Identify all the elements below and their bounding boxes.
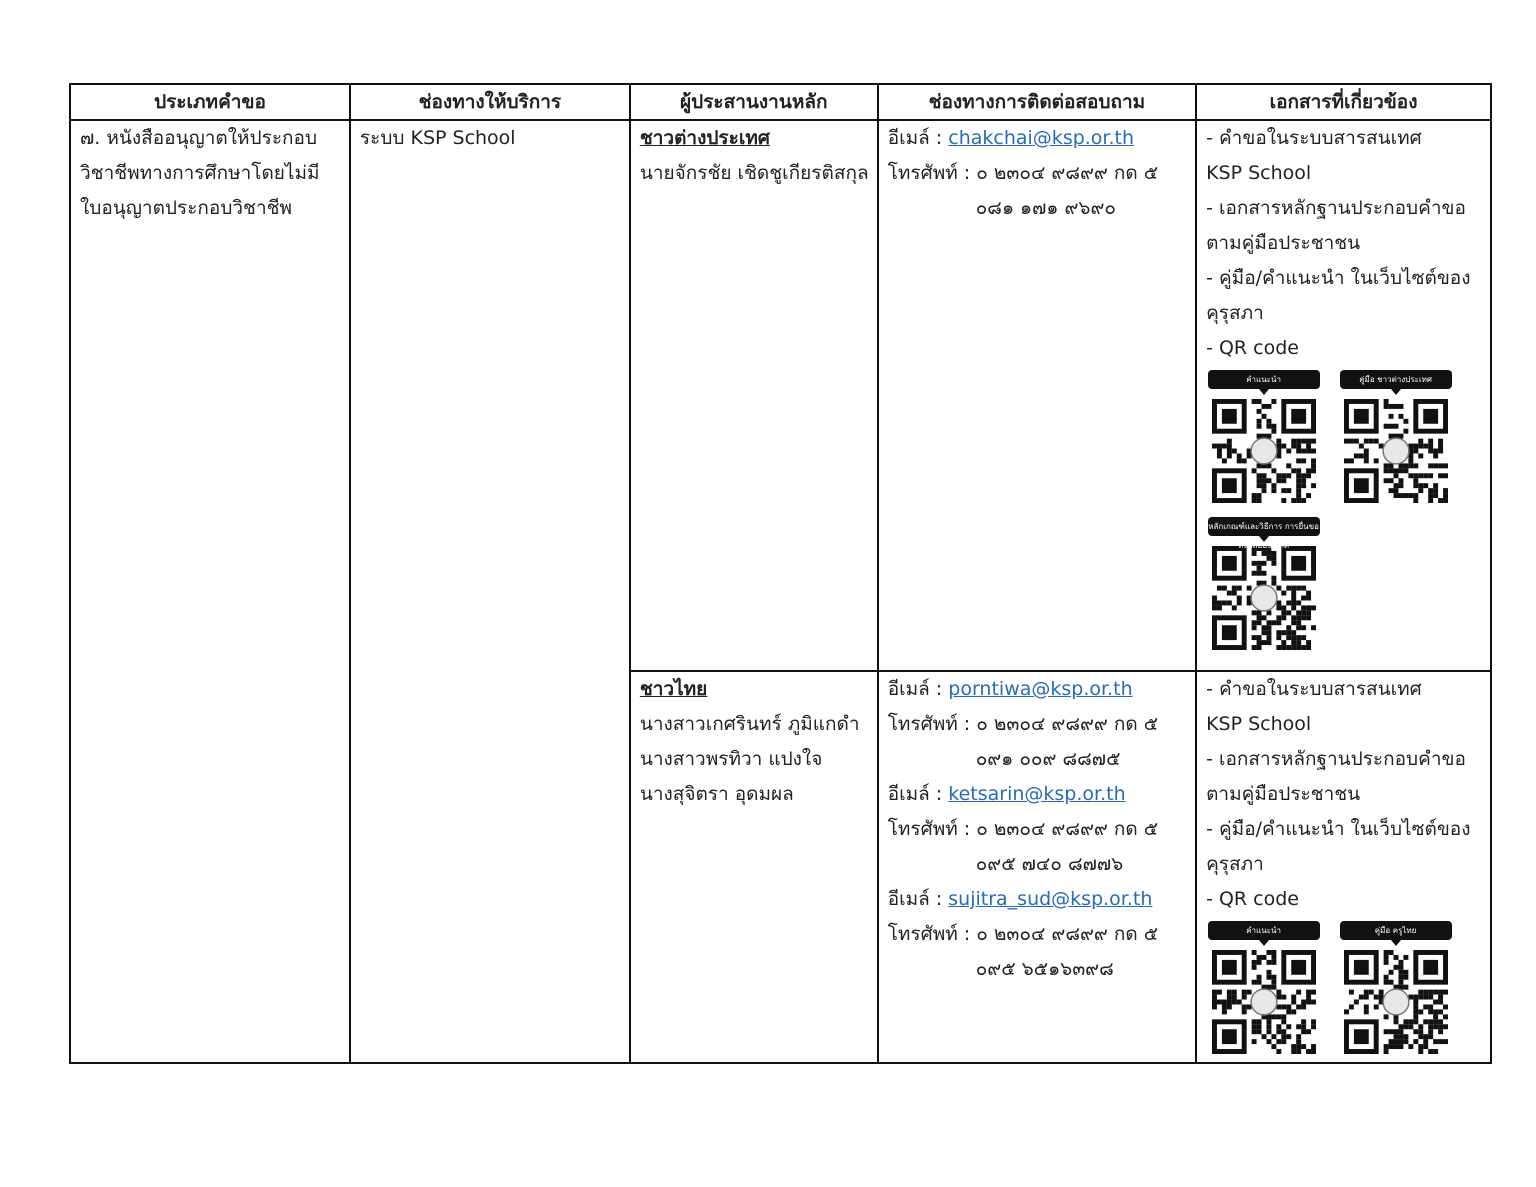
mobile-number: ๐๙๕ ๖๕๑๖๓๙๘ bbox=[975, 958, 1114, 980]
coordinator-name: นางสาวพรทิวา แปงใจ bbox=[639, 748, 823, 770]
phone-line bbox=[888, 156, 1186, 191]
email-line bbox=[888, 882, 1186, 917]
phone-label: โทรศัพท์ : bbox=[887, 818, 977, 840]
phone-number: ๐ ๒๓๐๔ ๙๘๙๙ กด ๕ bbox=[976, 162, 1159, 184]
qr-label: คำแนะนำ bbox=[1208, 921, 1320, 940]
header-row bbox=[70, 84, 1491, 120]
document-line: คุรุสภา bbox=[1206, 853, 1264, 875]
qr-code-icon bbox=[1344, 950, 1448, 1054]
phone-label: โทรศัพท์ : bbox=[887, 162, 977, 184]
email-line bbox=[888, 777, 1186, 812]
phone-number: ๐ ๒๓๐๔ ๙๘๙๙ กด ๕ bbox=[976, 713, 1159, 735]
document-line: KSP School bbox=[1206, 162, 1312, 184]
qr-code-icon bbox=[1212, 546, 1316, 650]
request-type-line: ๗. หนังสืออนุญาตให้ประกอบ bbox=[80, 127, 318, 149]
foreign-documents-cell bbox=[1196, 120, 1491, 671]
coordinator-name: นางสุจิตรา อุดมผล bbox=[639, 783, 794, 805]
email-link[interactable]: sujitra_sud@ksp.or.th bbox=[948, 888, 1153, 910]
phone-line bbox=[888, 917, 1186, 952]
group-title-foreign: ชาวต่างประเทศ bbox=[639, 127, 770, 149]
mobile-number: ๐๙๕ ๗๔๐ ๘๗๗๖ bbox=[975, 853, 1124, 875]
request-type-line: ใบอนุญาตประกอบวิชาชีพ bbox=[80, 197, 293, 219]
document-line: - QR code bbox=[1206, 888, 1299, 910]
document-line: - คู่มือ/คำแนะนำ ในเว็บไซต์ของ bbox=[1206, 267, 1471, 289]
document-line: - เอกสารหลักฐานประกอบคำขอ bbox=[1206, 748, 1466, 770]
service-channel-text: ระบบ KSP School bbox=[359, 127, 516, 149]
qr-code-manual-foreign[interactable] bbox=[1338, 370, 1453, 503]
phone-line bbox=[888, 707, 1186, 742]
email-label: อีเมล์ : bbox=[887, 127, 949, 149]
qr-group-thai bbox=[1206, 921, 1481, 1054]
email-line bbox=[888, 672, 1186, 707]
service-table bbox=[69, 83, 1492, 1064]
qr-code-icon bbox=[1344, 399, 1448, 503]
qr-label: หลักเกณฑ์และวิธีการ การยื่นขอหนังสืออนุญาต bbox=[1208, 517, 1320, 536]
qr-code-icon bbox=[1212, 950, 1316, 1054]
email-line bbox=[888, 121, 1186, 156]
qr-label: คู่มือ ครูไทย bbox=[1340, 921, 1452, 940]
qr-code-manual-thai[interactable] bbox=[1338, 921, 1453, 1054]
phone-label: โทรศัพท์ : bbox=[887, 713, 977, 735]
qr-code-criteria[interactable] bbox=[1206, 517, 1321, 650]
document-line: - คำขอในระบบสารสนเทศ bbox=[1206, 678, 1422, 700]
header-request-type: ประเภทคำขอ bbox=[70, 84, 350, 120]
coordinator-name: นางสาวเกศรินทร์ ภูมิแกดำ bbox=[639, 713, 860, 735]
table-row bbox=[70, 120, 1491, 671]
email-link[interactable]: porntiwa@ksp.or.th bbox=[948, 678, 1133, 700]
header-service-channel: ช่องทางให้บริการ bbox=[350, 84, 630, 120]
document-line: - คู่มือ/คำแนะนำ ในเว็บไซต์ของ bbox=[1206, 818, 1471, 840]
phone-label: โทรศัพท์ : bbox=[887, 923, 977, 945]
coordinator-name: นายจักรชัย เชิดชูเกียรติสกุล bbox=[639, 162, 869, 184]
qr-code-advice-thai[interactable] bbox=[1206, 921, 1321, 1054]
document-line: - คำขอในระบบสารสนเทศ bbox=[1206, 127, 1422, 149]
email-link[interactable]: chakchai@ksp.or.th bbox=[948, 127, 1135, 149]
document-line: ตามคู่มือประชาชน bbox=[1206, 783, 1361, 805]
qr-group-foreign bbox=[1206, 370, 1481, 650]
request-type-line: วิชาชีพทางการศึกษาโดยไม่มี bbox=[80, 162, 320, 184]
qr-code-icon bbox=[1212, 399, 1316, 503]
mobile-number: ๐๘๑ ๑๗๑ ๙๖๙๐ bbox=[975, 197, 1116, 219]
thai-coordinator-cell bbox=[630, 671, 878, 1063]
phone-line bbox=[888, 812, 1186, 847]
qr-code-advice[interactable] bbox=[1206, 370, 1321, 503]
thai-contact-cell bbox=[878, 671, 1196, 1063]
thai-documents-cell bbox=[1196, 671, 1491, 1063]
service-channel-cell bbox=[350, 120, 630, 1063]
group-title-thai: ชาวไทย bbox=[639, 678, 708, 700]
header-documents: เอกสารที่เกี่ยวข้อง bbox=[1196, 84, 1491, 120]
document-line: - เอกสารหลักฐานประกอบคำขอ bbox=[1206, 197, 1466, 219]
header-coordinator: ผู้ประสานงานหลัก bbox=[630, 84, 878, 120]
qr-label: คู่มือ ชาวต่างประเทศ bbox=[1340, 370, 1452, 389]
phone-number: ๐ ๒๓๐๔ ๙๘๙๙ กด ๕ bbox=[976, 923, 1159, 945]
email-label: อีเมล์ : bbox=[887, 783, 949, 805]
foreign-coordinator-cell bbox=[630, 120, 878, 671]
request-type-cell bbox=[70, 120, 350, 1063]
document-line: KSP School bbox=[1206, 713, 1312, 735]
document-line: ตามคู่มือประชาชน bbox=[1206, 232, 1361, 254]
qr-label: คำแนะนำ bbox=[1208, 370, 1320, 389]
mobile-number: ๐๙๑ ๐๐๙ ๘๘๗๕ bbox=[975, 748, 1121, 770]
email-label: อีเมล์ : bbox=[887, 678, 949, 700]
document-line: - QR code bbox=[1206, 337, 1299, 359]
phone-number: ๐ ๒๓๐๔ ๙๘๙๙ กด ๕ bbox=[976, 818, 1159, 840]
header-contact: ช่องทางการติดต่อสอบถาม bbox=[878, 84, 1196, 120]
email-label: อีเมล์ : bbox=[887, 888, 949, 910]
email-link[interactable]: ketsarin@ksp.or.th bbox=[948, 783, 1126, 805]
document-line: คุรุสภา bbox=[1206, 302, 1264, 324]
foreign-contact-cell bbox=[878, 120, 1196, 671]
